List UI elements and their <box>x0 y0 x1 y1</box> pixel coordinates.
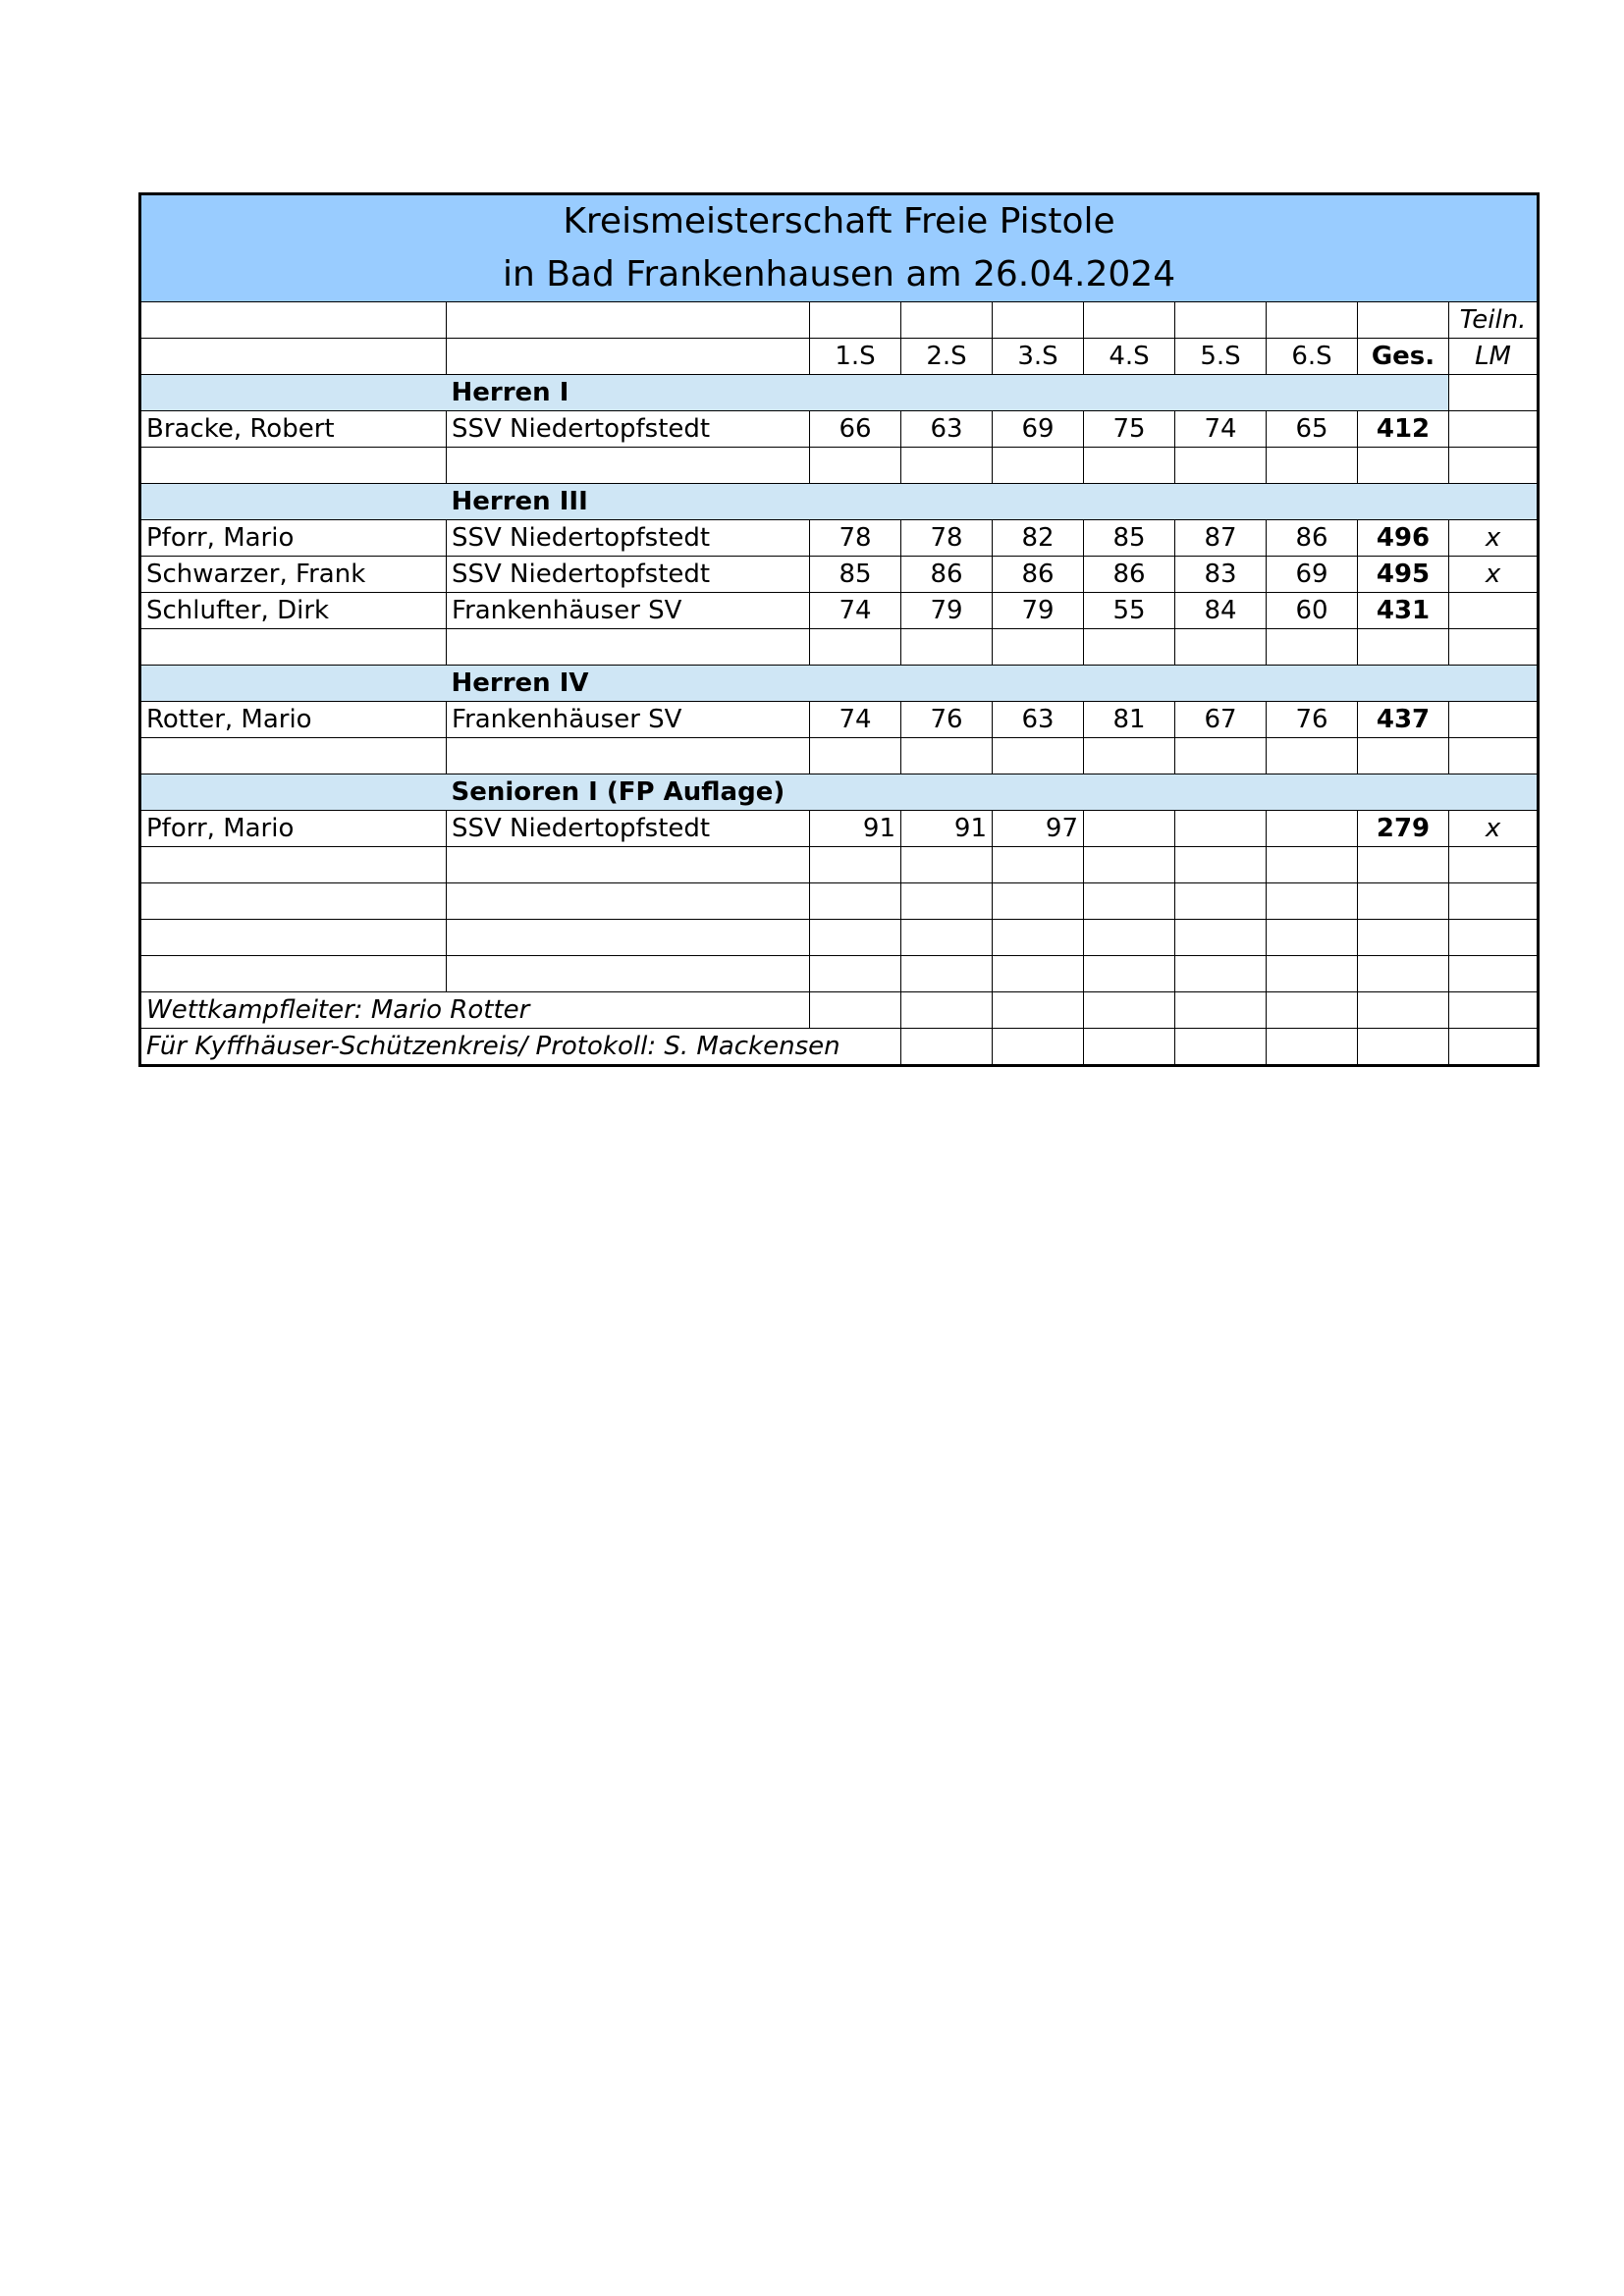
series-score: 91 <box>901 811 993 847</box>
series-score: 83 <box>1175 557 1267 593</box>
header-row-2 <box>140 339 1539 375</box>
teiln-header: Teiln. <box>1449 302 1539 339</box>
series-score: 55 <box>1084 593 1175 629</box>
lm-header: LM <box>1449 339 1539 375</box>
empty-row <box>140 956 1539 992</box>
empty-row <box>140 448 1539 484</box>
series-score: 85 <box>810 557 901 593</box>
category-row <box>140 375 1539 411</box>
title-row <box>140 194 1539 302</box>
series-score: 69 <box>1267 557 1358 593</box>
table-row <box>140 811 1539 847</box>
series-score: 86 <box>993 557 1084 593</box>
series-score <box>1175 811 1267 847</box>
series-score: 74 <box>810 593 901 629</box>
series-score <box>1084 811 1175 847</box>
club-name: SSV Niedertopfstedt <box>447 811 810 847</box>
series-score: 97 <box>993 811 1084 847</box>
category-label: Senioren I (FP Auflage) <box>447 774 1539 811</box>
series-5-header: 5.S <box>1175 339 1267 375</box>
table-title <box>140 194 1539 302</box>
footer-row-leader <box>140 992 1539 1029</box>
series-score: 78 <box>901 520 993 557</box>
shooter-name: Pforr, Mario <box>140 520 447 557</box>
shooter-name: Pforr, Mario <box>140 811 447 847</box>
series-1-header: 1.S <box>810 339 901 375</box>
lm-mark <box>1449 411 1539 448</box>
table-row <box>140 520 1539 557</box>
series-score: 79 <box>993 593 1084 629</box>
title-line-2: in Bad Frankenhausen am 26.04.2024 <box>502 254 1176 294</box>
lm-mark <box>1449 593 1539 629</box>
footer-row-protocol <box>140 1029 1539 1066</box>
empty-row <box>140 883 1539 920</box>
series-score: 60 <box>1267 593 1358 629</box>
series-score: 65 <box>1267 411 1358 448</box>
series-score: 79 <box>901 593 993 629</box>
series-score: 86 <box>1084 557 1175 593</box>
club-name: SSV Niedertopfstedt <box>447 520 810 557</box>
series-4-header: 4.S <box>1084 339 1175 375</box>
empty-row <box>140 920 1539 956</box>
series-score: 63 <box>993 702 1084 738</box>
table-row <box>140 557 1539 593</box>
shooter-name: Schwarzer, Frank <box>140 557 447 593</box>
series-score: 87 <box>1175 520 1267 557</box>
category-row <box>140 666 1539 702</box>
club-name: Frankenhäuser SV <box>447 702 810 738</box>
series-score: 66 <box>810 411 901 448</box>
category-row <box>140 774 1539 811</box>
header-row-1 <box>140 302 1539 339</box>
total-header: Ges. <box>1358 339 1449 375</box>
lm-mark: x <box>1449 557 1539 593</box>
table-row <box>140 411 1539 448</box>
series-score: 78 <box>810 520 901 557</box>
series-score: 91 <box>810 811 901 847</box>
series-score <box>1267 811 1358 847</box>
total-score: 495 <box>1358 557 1449 593</box>
shooter-name: Bracke, Robert <box>140 411 447 448</box>
lm-mark: x <box>1449 520 1539 557</box>
category-label: Herren III <box>447 484 1539 520</box>
competition-leader: Wettkampfleiter: Mario Rotter <box>140 992 810 1029</box>
club-name: Frankenhäuser SV <box>447 593 810 629</box>
category-label: Herren I <box>447 375 1449 411</box>
series-score: 86 <box>1267 520 1358 557</box>
series-score: 75 <box>1084 411 1175 448</box>
total-score: 431 <box>1358 593 1449 629</box>
table-row <box>140 593 1539 629</box>
series-score: 76 <box>901 702 993 738</box>
results-table <box>138 192 1540 1067</box>
club-name: SSV Niedertopfstedt <box>447 557 810 593</box>
protocol-note: Für Kyffhäuser-Schützenkreis/ Protokoll: S. Mackensen <box>140 1029 901 1066</box>
series-score: 74 <box>1175 411 1267 448</box>
total-score: 437 <box>1358 702 1449 738</box>
series-3-header: 3.S <box>993 339 1084 375</box>
total-score: 412 <box>1358 411 1449 448</box>
shooter-name: Rotter, Mario <box>140 702 447 738</box>
lm-mark <box>1449 702 1539 738</box>
lm-mark: x <box>1449 811 1539 847</box>
total-score: 496 <box>1358 520 1449 557</box>
title-line-1: Kreismeisterschaft Freie Pistole <box>563 201 1115 241</box>
series-score: 76 <box>1267 702 1358 738</box>
series-score: 74 <box>810 702 901 738</box>
total-score: 279 <box>1358 811 1449 847</box>
series-6-header: 6.S <box>1267 339 1358 375</box>
series-score: 84 <box>1175 593 1267 629</box>
series-score: 69 <box>993 411 1084 448</box>
empty-row <box>140 847 1539 883</box>
category-row <box>140 484 1539 520</box>
series-score: 85 <box>1084 520 1175 557</box>
series-2-header: 2.S <box>901 339 993 375</box>
series-score: 81 <box>1084 702 1175 738</box>
table-row <box>140 702 1539 738</box>
club-name: SSV Niedertopfstedt <box>447 411 810 448</box>
shooter-name: Schlufter, Dirk <box>140 593 447 629</box>
category-label: Herren IV <box>447 666 1539 702</box>
series-score: 82 <box>993 520 1084 557</box>
series-score: 86 <box>901 557 993 593</box>
series-score: 67 <box>1175 702 1267 738</box>
empty-row <box>140 629 1539 666</box>
empty-row <box>140 738 1539 774</box>
series-score: 63 <box>901 411 993 448</box>
